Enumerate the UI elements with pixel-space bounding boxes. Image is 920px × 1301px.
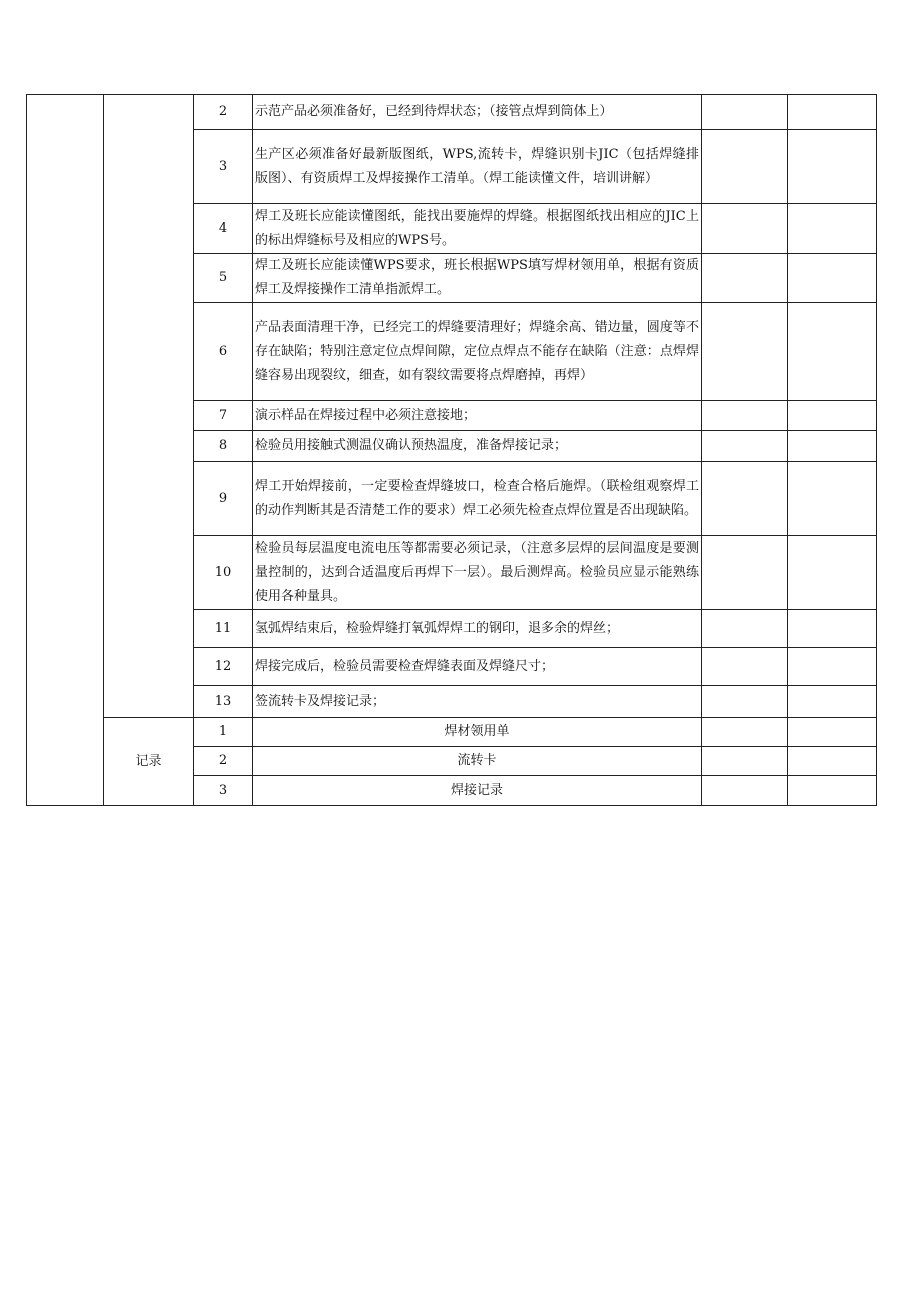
step-number: 2 (194, 95, 253, 130)
blank-cell (702, 462, 788, 536)
step-number: 4 (194, 204, 253, 254)
step-text: 焊工及班长应能读懂图纸，能找出要施焊的焊缝。根据图纸找出相应的JIC上的标出焊缝标号及相应的WPS号。 (253, 204, 702, 254)
blank-cell (788, 536, 877, 610)
blank-cell (702, 130, 788, 204)
record-number: 1 (194, 718, 253, 747)
blank-cell (702, 718, 788, 747)
step-number: 5 (194, 254, 253, 303)
category-cell (104, 95, 194, 718)
table-row (27, 718, 877, 747)
blank-cell (702, 536, 788, 610)
blank-cell (788, 95, 877, 130)
step-number: 3 (194, 130, 253, 204)
blank-cell (702, 648, 788, 686)
record-number: 2 (194, 747, 253, 776)
blank-cell (702, 254, 788, 303)
blank-cell (788, 718, 877, 747)
step-text: 焊工及班长应能读懂WPS要求，班长根据WPS填写焊材领用单，根据有资质焊工及焊接操作工清单指派焊工。 (253, 254, 702, 303)
blank-cell (788, 431, 877, 462)
blank-cell (788, 610, 877, 648)
blank-cell (788, 747, 877, 776)
blank-cell (702, 431, 788, 462)
blank-cell (788, 648, 877, 686)
blank-cell (702, 95, 788, 130)
step-text: 产品表面清理干净，已经完工的焊缝要清理好；焊缝余高、错边量，圆度等不存在缺陷；特别注意定位点焊间隙，定位点焊点不能存在缺陷（注意：点焊焊缝容易出现裂纹，细查，如有裂纹需要将点焊磨掉，再焊） (253, 303, 702, 401)
step-text: 检验员用接触式测温仪确认预热温度，准备焊接记录； (253, 431, 702, 462)
table-row (27, 95, 877, 130)
blank-cell (702, 610, 788, 648)
step-number: 9 (194, 462, 253, 536)
record-number: 3 (194, 776, 253, 806)
step-number: 12 (194, 648, 253, 686)
blank-cell (788, 204, 877, 254)
blank-cell (788, 254, 877, 303)
blank-cell (702, 204, 788, 254)
record-name: 流转卡 (253, 747, 702, 776)
step-text: 焊接完成后，检验员需要检查焊缝表面及焊缝尺寸； (253, 648, 702, 686)
section-cell (27, 95, 104, 806)
step-number: 6 (194, 303, 253, 401)
step-number: 8 (194, 431, 253, 462)
step-number: 11 (194, 610, 253, 648)
step-text: 演示样品在焊接过程中必须注意接地； (253, 401, 702, 431)
blank-cell (788, 303, 877, 401)
step-text: 生产区必须准备好最新版图纸，WPS,流转卡，焊缝识别卡JIC（包括焊缝排版图）、有资质焊工及焊接操作工清单。（焊工能读懂文件，培训讲解） (253, 130, 702, 204)
step-number: 13 (194, 686, 253, 718)
step-text: 检验员每层温度电流电压等都需要必须记录，（注意多层焊的层间温度是要测量控制的，达到合适温度后再焊下一层）。最后测焊高。检验员应显示能熟练使用各种量具。 (253, 536, 702, 610)
step-number: 10 (194, 536, 253, 610)
inspection-procedure-table (26, 94, 877, 806)
step-text: 焊工开始焊接前，一定要检查焊缝坡口，检查合格后施焊。（联检组观察焊工的动作判断其是否清楚工作的要求）焊工必须先检查点焊位置是否出现缺陷。 (253, 462, 702, 536)
blank-cell (788, 462, 877, 536)
blank-cell (702, 686, 788, 718)
blank-cell (702, 747, 788, 776)
blank-cell (788, 401, 877, 431)
step-number: 7 (194, 401, 253, 431)
record-name: 焊材领用单 (253, 718, 702, 747)
step-text: 氢弧焊结束后，检验焊缝打氧弧焊焊工的钢印，退多余的焊丝； (253, 610, 702, 648)
blank-cell (788, 130, 877, 204)
step-text: 示范产品必须准备好，已经到待焊状态；（接管点焊到筒体上） (253, 95, 702, 130)
blank-cell (788, 686, 877, 718)
blank-cell (702, 776, 788, 806)
record-name: 焊接记录 (253, 776, 702, 806)
blank-cell (702, 401, 788, 431)
records-category: 记录 (104, 718, 194, 806)
blank-cell (788, 776, 877, 806)
step-text: 签流转卡及焊接记录； (253, 686, 702, 718)
blank-cell (702, 303, 788, 401)
